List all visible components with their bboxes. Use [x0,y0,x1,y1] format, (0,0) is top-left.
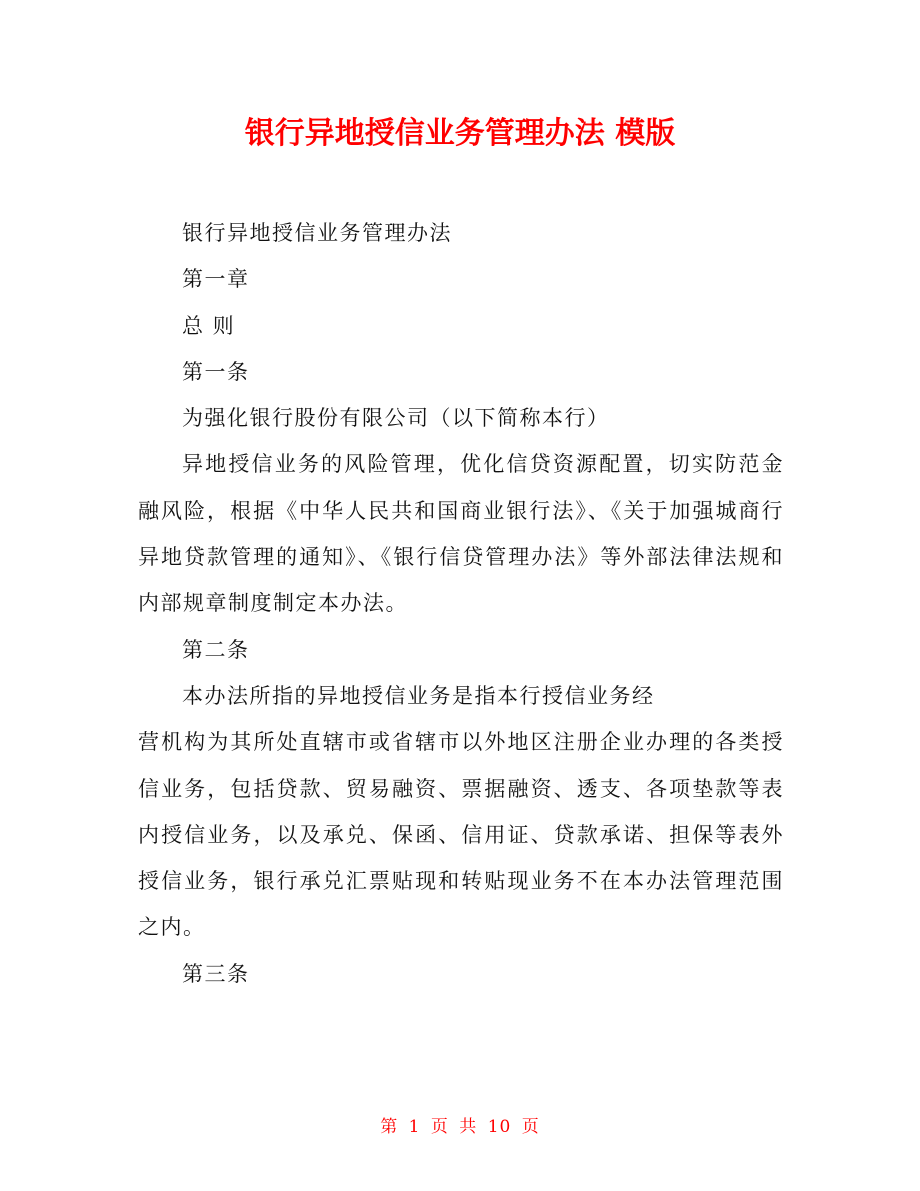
page-title: 银行异地授信业务管理办法 模版 [244,116,676,151]
article-3-heading: 第三条 [182,961,250,986]
paragraph: 为强化银行股份有限公司（以下简称本行） [182,406,610,431]
document-body [138,210,784,997]
paragraph: 营机构为其所处直辖市或省辖市以外地区注册企业办理的各类授信业务，包括贷款、贸易融资、票据融资、透支、各项垫款等表内授信业务，以及承兑、保函、信用证、贷款承诺、担保等表外授信业务，银行承兑汇票贴现和转贴现业务不在本办法管理范围之内。 [138,730,784,940]
article-2-heading: 第二条 [182,637,250,662]
page-number: 第 1 页 共 10 页 [380,1117,540,1137]
chapter-heading: 第一章 [182,267,250,292]
doc-heading: 银行异地授信业务管理办法 [182,221,452,245]
paragraph: 本办法所指的异地授信业务是指本行授信业务经 [182,683,655,708]
article-1-heading: 第一条 [182,359,250,384]
chapter-title: 总 则 [182,313,236,338]
paragraph: 异地授信业务的风险管理，优化信贷资源配置，切实防范金融风险，根据《中华人民共和国商业银行法》、《关于加强城商行异地贷款管理的通知》、《银行信贷管理办法》等外部法律法规和内部规章制度制定本办法。 [138,452,784,616]
